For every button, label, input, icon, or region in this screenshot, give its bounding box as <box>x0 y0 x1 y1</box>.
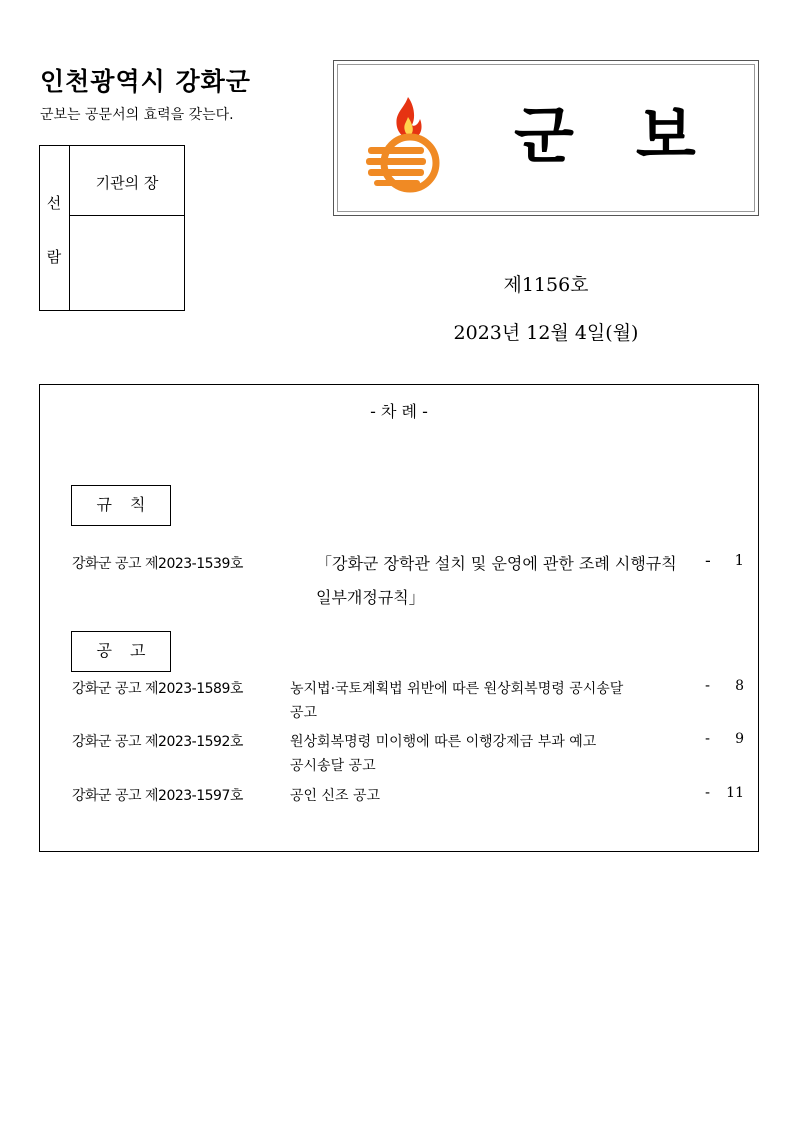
entry-leader-dash: - <box>705 731 711 747</box>
entry-title-line-2: 공고 <box>290 705 318 721</box>
entry-page-number: 1 <box>734 551 744 569</box>
toc-entry[interactable] <box>72 551 746 607</box>
banner-inner-frame <box>337 64 758 212</box>
ganghwa-county-flame-logo-icon <box>364 95 452 193</box>
entry-page-number: 11 <box>726 785 744 801</box>
review-side-char-2: 람 <box>46 248 62 266</box>
entry-title-line-1: 공인 신조 공고 <box>290 788 381 804</box>
review-side-column <box>40 146 70 310</box>
entry-title-line-2: 공시송달 공고 <box>290 758 376 774</box>
issue-number: 제1156호 <box>503 274 589 296</box>
entry-title-line-1: 「강화군 장학관 설치 및 운영에 관한 조례 시행규칙 <box>316 554 677 573</box>
section-label-rules: 규칙 <box>71 485 171 526</box>
table-of-contents <box>39 384 759 852</box>
entry-title-line-1: 원상회복명령 미이행에 따른 이행강제금 부과 예고 <box>290 734 597 750</box>
entry-title-line-1: 농지법·국토계획법 위반에 따른 원상회복명령 공시송달 <box>290 681 624 697</box>
gazette-notice-subtitle: 군보는 공문서의 효력을 갖는다. <box>40 107 234 123</box>
toc-entry[interactable] <box>72 731 746 775</box>
entry-notice-number: 강화군 공고 제2023-1589호 <box>72 681 243 697</box>
entry-page-number: 8 <box>735 678 744 694</box>
toc-entry[interactable] <box>72 678 746 722</box>
entry-notice-number: 강화군 공고 제2023-1539호 <box>72 556 243 572</box>
review-box <box>39 145 185 311</box>
section-label-notices: 공고 <box>71 631 171 672</box>
gazette-banner <box>333 60 759 216</box>
org-title: 인천광역시 강화군 <box>40 67 251 96</box>
banner-title: 군보 <box>514 99 758 172</box>
entry-leader-dash: - <box>705 678 711 694</box>
entry-notice-number: 강화군 공고 제2023-1592호 <box>72 734 243 750</box>
entry-title-line-2: 일부개정규칙」 <box>316 588 425 607</box>
toc-title: - 차 례 - <box>370 402 428 421</box>
toc-entry[interactable] <box>72 785 746 807</box>
entry-page-number: 9 <box>735 731 744 747</box>
entry-leader-dash: - <box>705 785 711 801</box>
review-side-char-1: 선 <box>46 194 62 212</box>
issue-date: 2023년 12월 4일(월) <box>453 322 639 344</box>
entry-notice-number: 강화군 공고 제2023-1597호 <box>72 788 243 804</box>
entry-leader-dash: - <box>705 551 711 570</box>
review-head-label: 기관의 장 <box>70 146 184 216</box>
